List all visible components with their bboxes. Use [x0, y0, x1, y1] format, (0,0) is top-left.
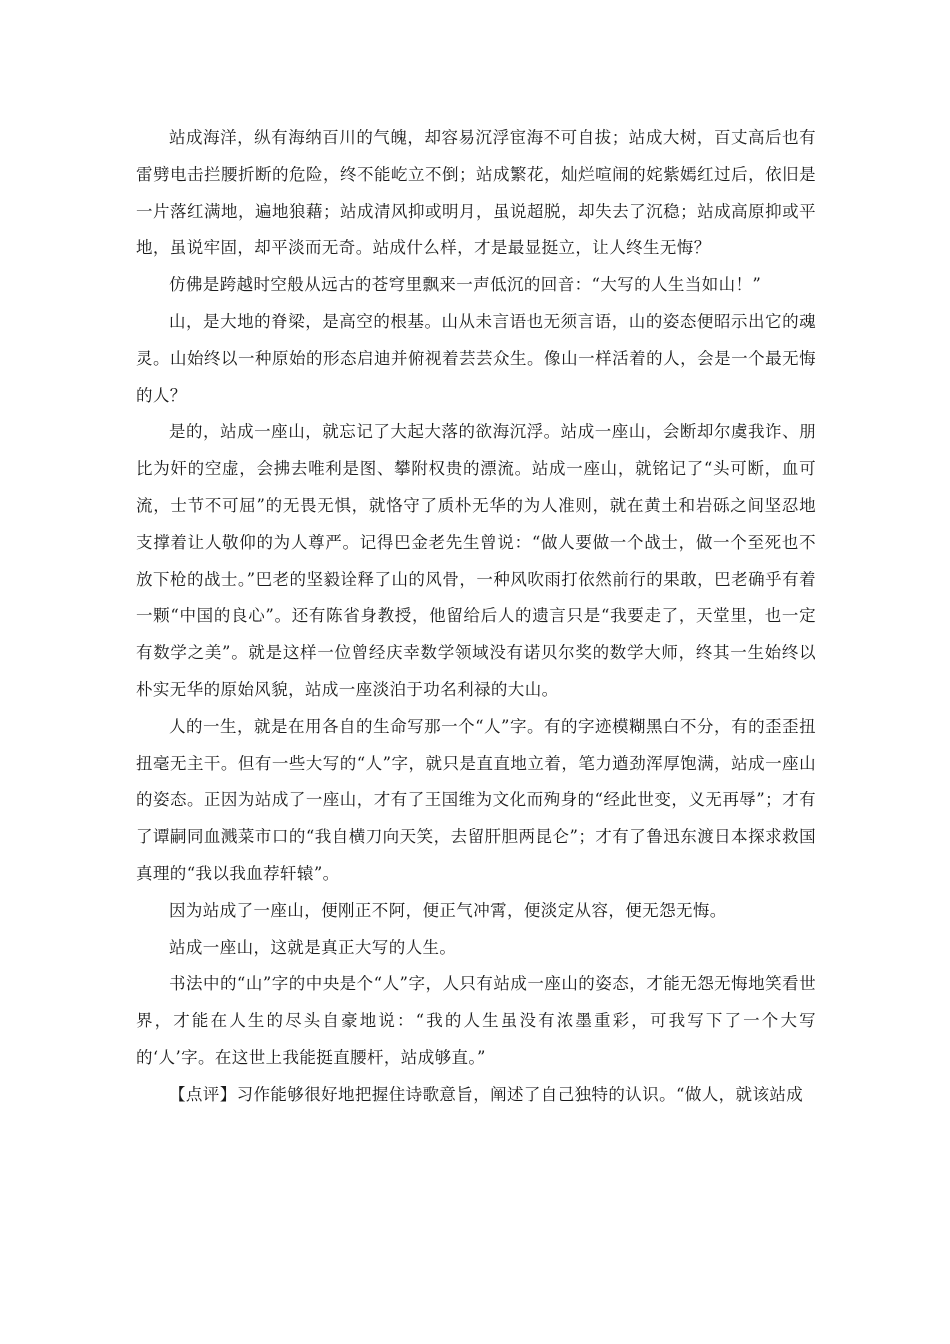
paragraph-true-life: 站成一座山，这就是真正大写的人生。 [169, 937, 457, 957]
document-page [136, 120, 816, 1114]
paragraph-upright: 因为站成了一座山，便刚正不阿，便正气冲霄，便淡定从容，便无怨无悔。 [169, 900, 727, 920]
comment-text: 习作能够很好地把握住诗歌意旨，阐述了自己独特的认识。“做人，就该站成 [236, 1084, 804, 1104]
paragraph-comment [136, 1077, 816, 1114]
paragraph-writing-ren: 人的一生，就是在用各自的生命写那一个“人”字。有的字迹模糊黑白不分，有的歪歪扭扭毫无主干。但有一些大写的“人”字，就只是直直地立着，笔力遒劲浑厚饱满，站成一座山的姿态。正因为站成了一座山，才有了王国维为文化而殉身的“经此世变，义无再辱”；才有了谭嗣同血溅菜市口的“我自横刀向天笑，去留肝胆两昆仑”；才有了鲁迅东渡日本探求救国真理的“我以我血荐轩辕”。 [136, 716, 816, 883]
comment-tag: 【点评】 [169, 1084, 237, 1104]
paragraph-sea-tree-flower: 站成海洋，纵有海纳百川的气魄，却容易沉浮宦海不可自拔；站成大树，百丈高后也有雷劈电击拦腰折断的危险，终不能屹立不倒；站成繁花，灿烂喧闹的姹紫嫣红过后，依旧是一片落红满地，遍地狼藉；站成清风抑或明月，虽说超脱，却失去了沉稳；站成高原抑或平地，虽说牢固，却平淡而无奇。站成什么样，才是最显挺立，让人终生无悔？ [136, 128, 816, 258]
paragraph-stand-as-mountain: 是的，站成一座山，就忘记了大起大落的欲海沉浮。站成一座山，会断却尔虞我诈、朋比为奸的空虚，会拂去唯利是图、攀附权贵的漂流。站成一座山，就铭记了“头可断，血可流，士节不可屈”的无畏无惧，就恪守了质朴无华的为人准则，就在黄土和岩砾之间坚忍地支撑着让人敬仰的为人尊严。记得巴金老先生曾说：“做人要做一个战士，做一个至死也不放下枪的战士。”巴老的坚毅诠释了山的风骨，一种风吹雨打依然前行的果敢，巴老确乎有着一颗“中国的良心”。还有陈省身教授，他留给后人的遗言只是“我要走了，天堂里，也一定有数学之美”。就是这样一位曾经庆幸数学领域没有诺贝尔奖的数学大师，终其一生始终以朴实无华的原始风貌，站成一座淡泊于功名利禄的大山。 [136, 422, 816, 699]
paragraph-calligraphy: 书法中的“山”字的中央是个“人”字，人只有站成一座山的姿态，才能无怨无悔地笑看世界，才能在人生的尽头自豪地说：“我的人生虽没有浓墨重彩，可我写下了一个大写的‘人’字。在这世上我能挺直腰杆，站成够直。” [136, 974, 816, 1067]
paragraph-echo: 仿佛是跨越时空般从远古的苍穹里飘来一声低沉的回音：“大写的人生当如山！” [169, 275, 762, 295]
paragraph-mountain-spine: 山，是大地的脊梁，是高空的根基。山从未言语也无须言语，山的姿态便昭示出它的魂灵。山始终以一种原始的形态启迪并俯视着芸芸众生。像山一样活着的人，会是一个最无悔的人？ [136, 311, 816, 405]
